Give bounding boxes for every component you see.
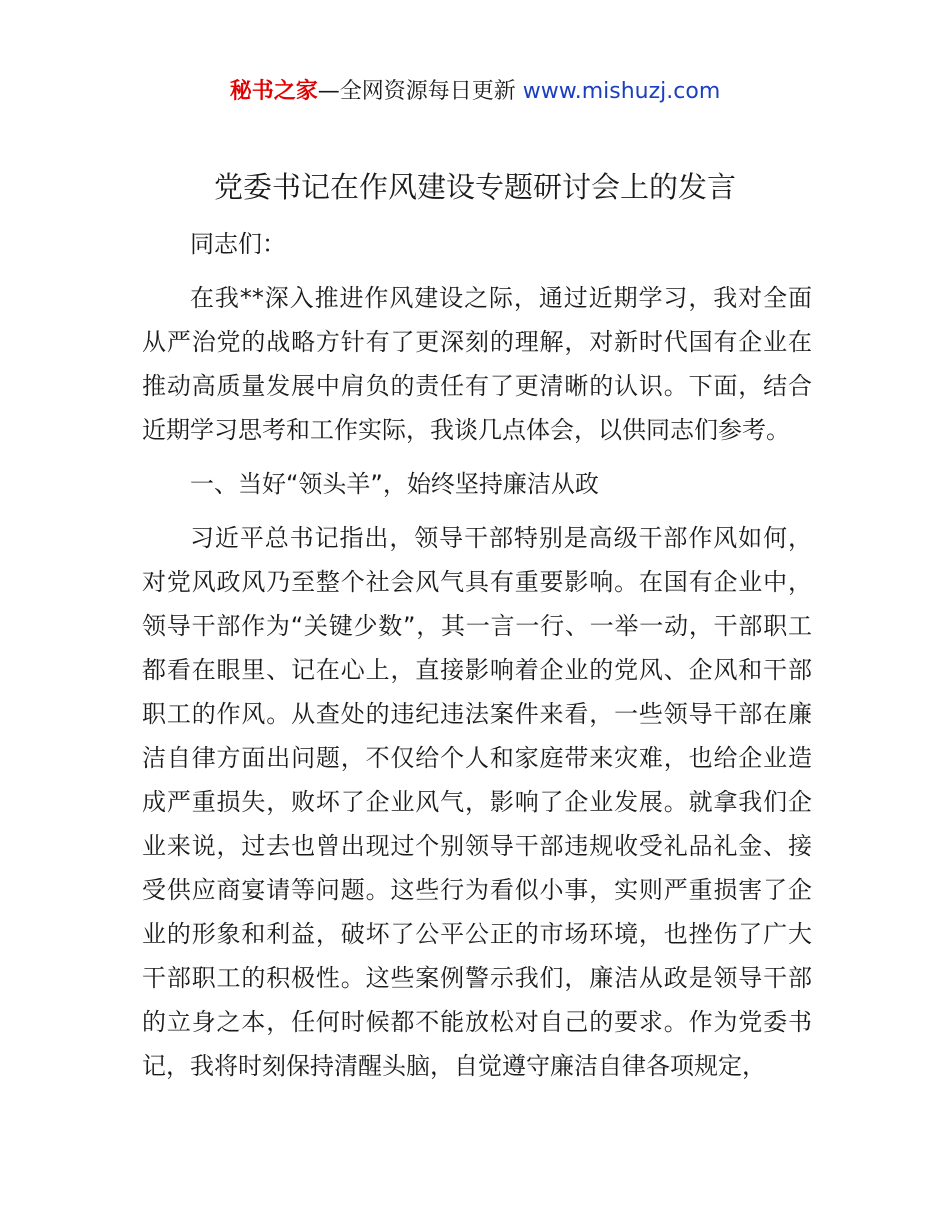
site-tagline: —全网资源每日更新 xyxy=(317,79,523,104)
site-brand: 秘书之家 xyxy=(229,79,318,104)
section-heading-1: 一、当好“领头羊”，始终坚持廉洁从政 xyxy=(190,470,599,498)
site-url-link[interactable]: www.mishuzj.com xyxy=(522,79,721,104)
document-title: 党委书记在作风建设专题研讨会上的发言 xyxy=(213,170,736,204)
paragraph-section-1: 习近平总书记指出，领导干部特别是高级干部作风如何，对党风政风乃至整个社会风气具有重要影响。在国有企业中，领导干部作为“关键少数”，其一言一行、一举一动，干部职工都看在眼里、记在心上，直接影响着企业的党风、企风和干部职工的作风。从查处的违纪违法案件来看，一些领导干部在廉洁自律方面出问题，不仅给个人和家庭带来灾难，也给企业造成严重损失，败坏了企业风气，影响了企业发展。就拿我们企业来说，过去也曾出现过个别领导干部违规收受礼品礼金、接受供应商宴请等问题。这些行为看似小事，实则严重损害了企业的形象和利益，破坏了公平公正的市场环境，也挫伤了广大干部职工的积极性。这些案例警示我们，廉洁从政是领导干部的立身之本，任何时候都不能放松对自己的要求。作为党委书记，我将时刻保持清醒头脑，自觉遵守廉洁自律各项规定， xyxy=(142,524,812,1080)
salutation: 同志们： xyxy=(190,230,286,258)
site-header xyxy=(0,76,950,108)
paragraph-intro: 在我**深入推进作风建设之际，通过近期学习，我对全面从严治党的战略方针有了更深刻的理解，对新时代国有企业在推动高质量发展中肩负的责任有了更清晰的认识。下面，结合近期学习思考和工作实际，我谈几点体会，以供同志们参考。 xyxy=(142,284,812,444)
document-body xyxy=(142,222,812,1088)
